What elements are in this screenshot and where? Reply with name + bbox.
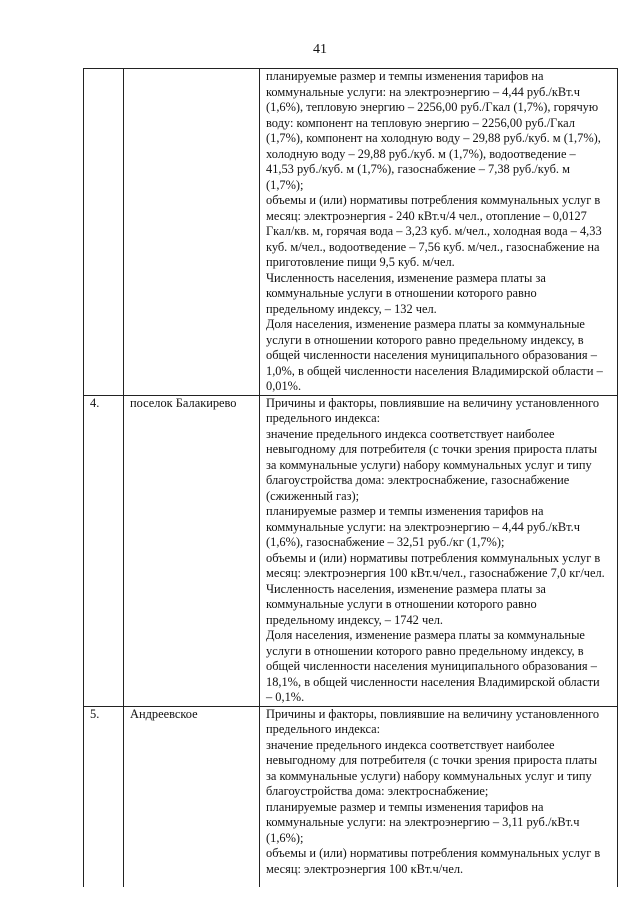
text-line: 18,1%, в общей численности населения Владимирской области xyxy=(266,674,600,689)
text-line: коммунальные услуги: на электроэнергию – 4,44 руб./кВт.ч xyxy=(266,519,580,534)
text-line: Численность населения, изменение размера платы за xyxy=(266,270,546,285)
table-row xyxy=(84,706,618,887)
text-line: Доля населения, изменение размера платы за коммунальные xyxy=(266,628,585,642)
text-line: коммунальные услуги: на электроэнергию – 4,44 руб./кВт.ч xyxy=(266,84,580,99)
text-line: коммунальные услуги: на электроэнергию – 3,11 руб./кВт.ч xyxy=(266,815,580,829)
text-line: коммунальные услуги в отношении которого равно xyxy=(266,597,537,611)
text-line: месяц: электроэнергия 100 кВт.ч/чел., газоснабжение 7,0 кг/чел. xyxy=(266,566,605,580)
text-line: 0,01%. xyxy=(266,379,302,393)
text-line: воду: компонент на тепловую энергию – 2256,00 руб./Гкал xyxy=(266,115,575,130)
description-cell xyxy=(260,706,618,887)
municipality-name-cell xyxy=(124,69,260,396)
description-cell xyxy=(260,69,618,396)
text-line: объемы и (или) нормативы потребления коммунальных услуг в xyxy=(266,550,601,565)
text-line: услуги в отношении которого равно предельному индексу, в xyxy=(266,643,584,658)
text-line: приготовление пищи 9,5 куб. м/чел. xyxy=(266,255,455,269)
text-line: холодную воду – 29,88 руб./куб. м (1,7%), водоотведение – xyxy=(266,146,576,161)
text-line: за коммунальные услуги) набору коммунальных услуг и типу xyxy=(266,768,592,783)
row-number-cell: 4. xyxy=(84,395,124,706)
municipality-name-cell: поселок Балакирево xyxy=(124,395,260,706)
text-line: благоустройства дома: электроснабжение; xyxy=(266,784,489,798)
text-line: (1,7%); xyxy=(266,177,304,192)
text-line: Доля населения, изменение размера платы за коммунальные xyxy=(266,317,585,331)
text-line: предельному индексу, – 1742 чел. xyxy=(266,612,443,627)
row-number-cell: 5. xyxy=(84,706,124,887)
text-line: 1,0%, в общей численности населения Владимирской области – xyxy=(266,363,603,378)
text-line: месяц: электроэнергия - 240 кВт.ч/4 чел., отопление – 0,0127 xyxy=(266,208,587,223)
text-line: значение предельного индекса соответствует наиболее xyxy=(266,737,555,752)
text-line: невыгодному для потребителя (с точки зрения прироста платы xyxy=(266,442,598,456)
text-line: объемы и (или) нормативы потребления коммунальных услуг в xyxy=(266,193,601,207)
text-line: предельного индекса: xyxy=(266,722,381,736)
municipal-index-table xyxy=(83,68,618,887)
text-line: Причины и факторы, повлиявшие на величину установленного xyxy=(266,395,600,410)
text-line: коммунальные услуги в отношении которого равно xyxy=(266,286,537,300)
text-line: предельного индекса: xyxy=(266,411,381,425)
text-line: (1,7%), компонент на холодную воду – 29,88 руб./куб. м (1,7%), xyxy=(266,131,601,145)
description-cell xyxy=(260,395,618,706)
text-line: общей численности населения муниципального образования – xyxy=(266,348,597,362)
text-line: планируемые размер и темпы изменения тарифов на xyxy=(266,799,544,814)
text-line: планируемые размер и темпы изменения тарифов на xyxy=(266,69,544,83)
text-line: услуги в отношении которого равно предельному индексу, в xyxy=(266,332,584,347)
text-line: объемы и (или) нормативы потребления коммунальных услуг в xyxy=(266,846,601,860)
row-number-cell xyxy=(84,69,124,396)
text-line: – 0,1%. xyxy=(266,690,305,704)
text-line: за коммунальные услуги) набору коммунальных услуг и типу xyxy=(266,457,592,472)
page-number: 41 xyxy=(313,42,327,57)
text-line: (1,6%), тепловую энергию – 2256,00 руб./Гкал (1,7%), горячую xyxy=(266,100,599,114)
text-line: планируемые размер и темпы изменения тарифов на xyxy=(266,504,544,518)
text-line: месяц: электроэнергия 100 кВт.ч/чел. xyxy=(266,861,464,876)
text-line: благоустройства дома: электроснабжение, газоснабжение xyxy=(266,473,570,487)
text-line: Причины и факторы, повлиявшие на величину установленного xyxy=(266,706,600,721)
text-line: значение предельного индекса соответствует наиболее xyxy=(266,426,555,441)
table-row xyxy=(84,395,618,706)
text-line: Гкал/кв. м, горячая вода – 3,23 куб. м/чел., холодная вода – 4,33 xyxy=(266,224,602,238)
text-line: общей численности населения муниципального образования – xyxy=(266,659,597,673)
text-line: (сжиженный газ); xyxy=(266,488,360,503)
text-line: (1,6%); xyxy=(266,830,304,845)
text-line: 41,53 руб./куб. м (1,7%), газоснабжение – 7,38 руб./куб. м xyxy=(266,162,570,176)
text-line: (1,6%), газоснабжение – 32,51 руб./кг (1,7%); xyxy=(266,535,505,549)
municipality-name-cell: Андреевское xyxy=(124,706,260,887)
table-row xyxy=(84,69,618,396)
text-line: куб. м/чел., водоотведение – 7,56 куб. м/чел., газоснабжение на xyxy=(266,239,600,254)
text-line: предельному индексу, – 132 чел. xyxy=(266,301,437,316)
text-line: невыгодному для потребителя (с точки зрения прироста платы xyxy=(266,753,598,767)
text-line: Численность населения, изменение размера платы за xyxy=(266,581,546,596)
